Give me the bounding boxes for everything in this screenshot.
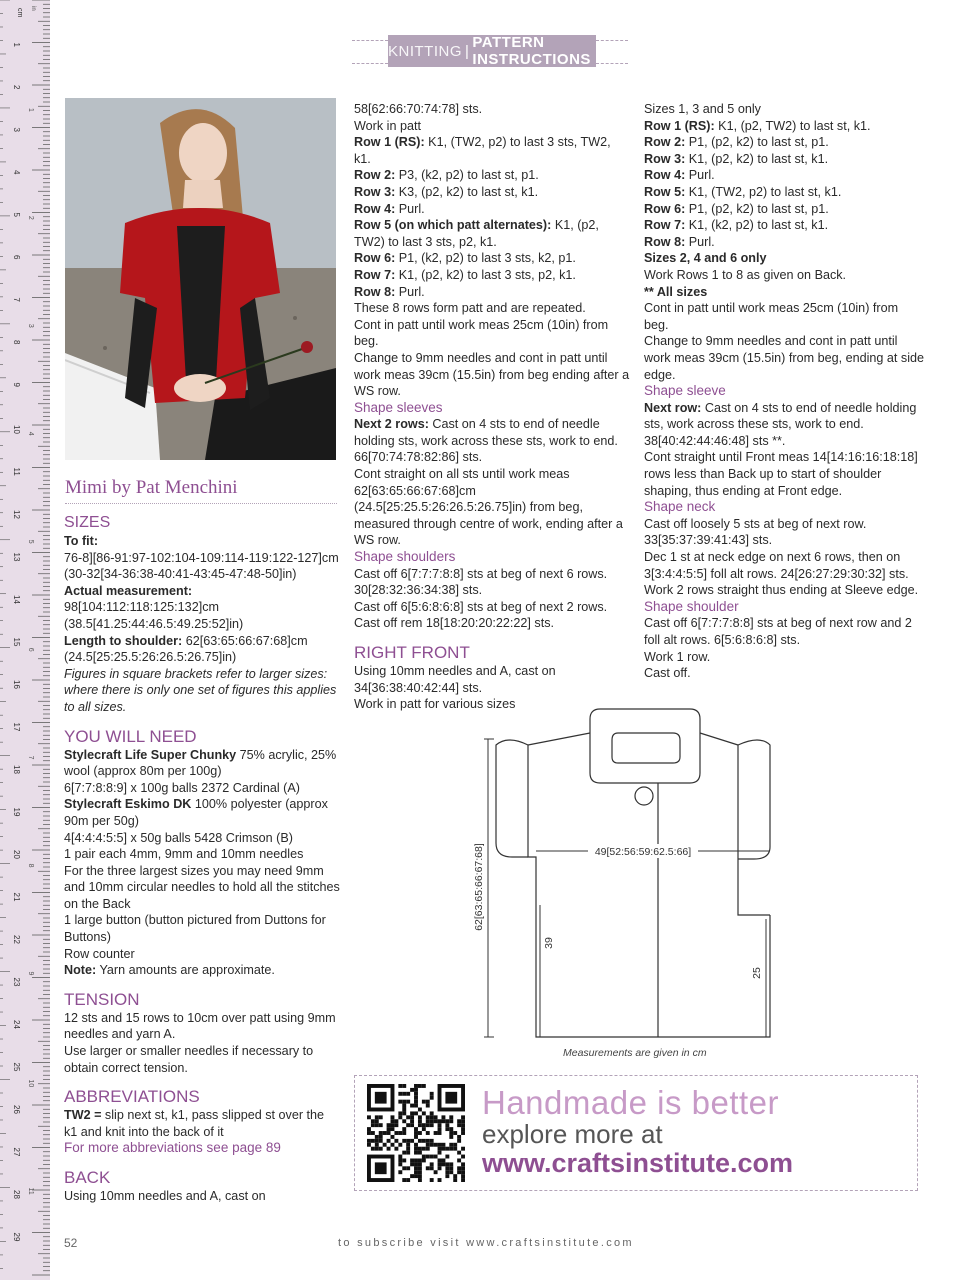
ruler-cm-label: 6 <box>12 255 21 260</box>
ruler-graphic <box>0 0 50 1280</box>
front-row-1: Row 1 (RS): K1, (p2, TW2) to last st, k1. <box>644 118 871 133</box>
castoff-1: Cast off 6[7:7:7:8:8] sts at beg of next 6 rows. 30[28:32:36:34:38] sts. <box>354 566 608 598</box>
ruler-cm-unit: cm <box>16 8 23 18</box>
back-row-2: Row 2: P3, (k2, p2) to last st, p1. <box>354 168 539 183</box>
side-measurement: 25 <box>751 967 763 979</box>
middle-column <box>354 101 630 713</box>
promo-tagline: Handmade is better <box>482 1084 779 1121</box>
left-shoulder-line <box>528 733 590 745</box>
castoff-3: Cast off rem 18[18:20:20:22:22] sts. <box>354 616 554 631</box>
figures-note: Figures in square brackets refer to larger sizes: where there is only one set of figures this applies to all sizes. <box>64 666 337 714</box>
back-row-3: Row 3: K3, (p2, k2) to last st, k1. <box>354 184 539 199</box>
tension-2: Use larger or smaller needles if necessary to obtain correct tension. <box>64 1044 314 1075</box>
ruler-in-label: 1 <box>27 107 34 112</box>
front-row-5: Row 5: K1, (TW2, p2) to last st, k1. <box>644 184 842 199</box>
model-illustration <box>65 98 336 460</box>
sizes-135-heading: Sizes 1, 3 and 5 only <box>644 102 761 116</box>
neck-3: Work 2 rows straight thus ending at Sleeve edge. <box>644 583 919 598</box>
right-sleeve-outline <box>738 740 770 859</box>
promo-website-link[interactable]: www.craftsinstitute.com <box>482 1148 794 1178</box>
collar-outline <box>590 709 700 783</box>
you-will-need-heading: YOU WILL NEED <box>64 726 197 746</box>
ruler-cm-label: 29 <box>12 1232 21 1242</box>
shape-shoulders-heading: Shape shoulders <box>354 549 456 565</box>
ruler-cm-label: 24 <box>12 1020 21 1029</box>
shape-shoulder-heading: Shape shoulder <box>644 598 739 614</box>
ruler-cm-label: 28 <box>12 1190 21 1199</box>
work-rows: Work Rows 1 to 8 as given on Back. <box>644 267 847 282</box>
front-row-6: Row 6: P1, (p2, k2) to last st, p1. <box>644 201 829 216</box>
promo-banner[interactable] <box>354 1075 918 1191</box>
left-column <box>64 513 340 1205</box>
back-row-5: Row 5 (on which patt alternates): K1, (p2, TW2) to last 3 sts, p2, k1. <box>354 218 599 249</box>
front-row-3: Row 3: K1, (p2, k2) to last st, k1. <box>644 151 829 166</box>
yarn-1-quantity: 6[7:7:8:8:9] x 100g balls 2372 Cardinal (A) <box>64 780 300 795</box>
ruler-cm-label: 17 <box>12 722 21 732</box>
right-shoulder-line <box>700 733 738 745</box>
ruler-cm-label: 3 <box>12 127 21 132</box>
back-heading: BACK <box>64 1168 111 1187</box>
button-icon <box>635 787 653 805</box>
more-abbreviations-link[interactable]: For more abbreviations see page 89 <box>64 1140 281 1156</box>
back-1: Using 10mm needles and A, cast on <box>64 1189 266 1203</box>
diagram-caption: Measurements are given in cm <box>563 1047 707 1059</box>
pattern-title: Mimi by Pat Menchini <box>65 477 337 504</box>
ruler-in-label: 11 <box>27 1187 34 1195</box>
ruler-in-label: 6 <box>27 647 34 652</box>
header-dash-right-bottom <box>596 63 628 65</box>
ruler-cm-label: 21 <box>12 892 21 902</box>
right-front-heading: RIGHT FRONT <box>354 643 470 662</box>
ruler-in-unit: in <box>30 6 36 11</box>
abbreviations-heading: ABBREVIATIONS <box>64 1087 200 1107</box>
front-straight: Cont straight until Front meas 14[14:16:16:18:18] rows less than Back up to start of shoulder shaping, thus ending at Front edge. <box>644 450 918 498</box>
to-fit-label: To fit: <box>64 534 99 548</box>
front-change: Change to 9mm needles and cont in patt until work meas 39cm (15.5in) from beg, ending at side edge. <box>644 334 924 382</box>
ruler-in-label: 4 <box>27 431 34 436</box>
ruler-cm-label: 8 <box>12 340 21 345</box>
front-cont: Cont in patt until work meas 25cm (10in) from beg. <box>644 301 899 332</box>
right-column <box>644 101 924 682</box>
back-stitch-count: 58[62:66:70:74:78] sts. <box>354 102 483 116</box>
front-row-7: Row 7: K1, (k2, p2) to last st, k1. <box>644 218 829 233</box>
header-dash-left <box>352 40 388 42</box>
repeat-note: These 8 rows form patt and are repeated. <box>354 301 586 316</box>
ruler-in-label: 2 <box>27 215 34 220</box>
back-row-6: Row 6: P1, (k2, p2) to last 3 sts, k2, p1. <box>354 251 576 266</box>
yarn-1: Stylecraft Life Super Chunky 75% acrylic, 25% wool (approx 80m per 100g) <box>64 747 337 779</box>
back-row-4: Row 4: Purl. <box>354 201 425 216</box>
ruler-cm-label: 9 <box>12 382 21 387</box>
neck-1: Cast off loosely 5 sts at beg of next row. 33[35:37:39:41:43] sts. <box>644 516 867 548</box>
ruler-cm-label: 22 <box>12 935 21 944</box>
header-dash-left-bottom <box>352 63 388 65</box>
schematic-drawing <box>468 705 798 1045</box>
section-header: KNITTING | PATTERN INSTRUCTIONS <box>388 35 596 67</box>
model-photo <box>65 98 336 460</box>
row-counter: Row counter <box>64 946 135 961</box>
armhole-measurement: 39 <box>543 937 555 949</box>
yarn-note: Note: Yarn amounts are approximate. <box>64 963 275 978</box>
header-dash-right <box>596 40 628 42</box>
ruler-cm-label: 15 <box>12 637 21 647</box>
ruler-cm-label: 20 <box>12 850 21 859</box>
ruler-in-label: 5 <box>27 539 34 544</box>
back-change: Change to 9mm needles and cont in patt until work meas 39cm (15.5in) from beg ending after a WS row. <box>354 350 630 399</box>
ruler-cm-label: 25 <box>12 1062 21 1072</box>
shape-sleeve-heading: Shape sleeve <box>644 383 726 399</box>
actual-measurement: Actual measurement: 98[104:112:118:125:132]cm (38.5[41.25:44:46.5:49.25:52]in) <box>64 583 244 631</box>
ruler-cm-label: 2 <box>12 85 21 90</box>
shoulder-1: Cast off 6[7:7:7:8:8] sts at beg of next row and 2 foll alt rows. 6[5:6:8:6:8] sts. <box>644 616 912 647</box>
shoulder-3: Cast off. <box>644 666 691 681</box>
yarn-2-quantity: 4[4:4:4:5:5] x 50g balls 5428 Crimson (B) <box>64 830 293 845</box>
front-row-8: Row 8: Purl. <box>644 234 715 249</box>
work-in-patt: Work in patt <box>354 118 421 133</box>
right-front-2: Work in patt for various sizes <box>354 697 516 712</box>
shoulder-2: Work 1 row. <box>644 649 711 664</box>
ruler-in-label: 9 <box>27 971 34 976</box>
ruler-cm-label: 13 <box>12 552 21 562</box>
side-slit-line <box>738 745 770 915</box>
qr-code-icon[interactable] <box>367 1084 465 1182</box>
back-row-7: Row 7: K1, (p2, k2) to last 3 sts, p2, k1. <box>354 267 576 282</box>
circular-needles: For the three largest sizes you may need 9mm and 10mm circular needles to hold all the stitches on the Back <box>64 863 340 911</box>
sizes-heading: SIZES <box>64 514 111 531</box>
length-measurement: 62[63:65:66:67:68] <box>473 843 485 931</box>
all-sizes: ** All sizes <box>644 284 708 299</box>
sizes-246-heading: Sizes 2, 4 and 6 only <box>644 251 767 266</box>
ruler-cm-label: 23 <box>12 977 21 987</box>
section-label: KNITTING <box>388 42 462 60</box>
garment-schematic <box>468 705 798 1050</box>
ruler-in-label: 8 <box>27 863 34 868</box>
ruler-cm-label: 18 <box>12 765 21 774</box>
neck-opening <box>612 733 680 763</box>
ruler-cm-label: 10 <box>12 425 21 434</box>
length-to-shoulder: Length to shoulder: 62[63:65:66:67:68]cm (24.5[25:25.5:26:26.5:26.75]in) <box>64 633 308 665</box>
button-note: 1 large button (button pictured from Duttons for Buttons) <box>64 913 326 945</box>
yarn-2: Stylecraft Eskimo DK 100% polyester (approx 90m per 50g) <box>64 797 328 828</box>
ruler-cm-label: 1 <box>12 42 21 47</box>
front-row-4: Row 4: Purl. <box>644 168 715 183</box>
back-cont: Cont in patt until work meas 25cm (10in) from beg. <box>354 317 609 349</box>
ruler-in-label: 3 <box>27 323 34 328</box>
next-2-rows: Next 2 rows: Cast on 4 sts to end of needle holding sts, work across these sts, work to end. 66[70:74:78:82:86] sts. <box>354 417 618 465</box>
next-row: Next row: Cast on 4 sts to end of needle holding sts, work across these sts, work to end. 38[40:42:44:46:48] sts **. <box>644 400 917 448</box>
right-front-1: Using 10mm needles and A, cast on 34[36:38:40:42:44] sts. <box>354 664 556 695</box>
ruler-cm-label: 5 <box>12 212 21 217</box>
footer-subscribe: to subscribe visit www.craftsinstitute.com <box>338 1237 634 1249</box>
back-row-1: Row 1 (RS): K1, (TW2, p2) to last 3 sts, TW2, k1. <box>354 135 611 166</box>
shape-sleeves-heading: Shape sleeves <box>354 399 443 415</box>
section-title: PATTERN INSTRUCTIONS <box>472 34 591 68</box>
width-measurement: 49[52:56:59:62.5:66] <box>594 846 692 858</box>
back-row-8: Row 8: Purl. <box>354 284 425 299</box>
shape-neck-heading: Shape neck <box>644 499 716 515</box>
to-fit-value: 76-8][86-91:97-102:104-109:114-119:122-127]cm (30-32[34-36:38-40:41-43:45-47:48-50]in) <box>64 550 339 582</box>
tension-1: 12 sts and 15 rows to 10cm over patt using 9mm needles and yarn A. <box>64 1010 336 1042</box>
ruler-cm-label: 14 <box>12 595 21 604</box>
neck-2: Dec 1 st at neck edge on next 6 rows, then on 3[3:4:4:5:5] foll alt rows. 24[26:27:29:30:32] sts. <box>644 550 909 581</box>
ruler-cm-label: 7 <box>12 297 21 302</box>
ruler-in-label: 10 <box>27 1079 34 1088</box>
ruler-cm-label: 4 <box>12 170 21 175</box>
ruler-in-label: 7 <box>27 755 34 760</box>
front-row-2: Row 2: P1, (p2, k2) to last st, p1. <box>644 135 829 150</box>
page-number: 52 <box>64 1236 78 1250</box>
needles: 1 pair each 4mm, 9mm and 10mm needles <box>64 847 304 862</box>
ruler-cm-label: 12 <box>12 510 21 519</box>
ruler-cm-label: 16 <box>12 680 21 689</box>
ruler <box>0 0 50 1280</box>
promo-subline: explore more at <box>482 1119 663 1149</box>
ruler-cm-label: 27 <box>12 1147 21 1157</box>
ruler-cm-label: 19 <box>12 807 21 817</box>
abbreviation-tw2: TW2 = slip next st, k1, pass slipped st over the k1 and knit into the back of it <box>64 1108 325 1139</box>
ruler-cm-label: 11 <box>12 467 21 476</box>
left-sleeve-outline <box>496 740 528 857</box>
castoff-2: Cast off 6[5:6:8:6:8] sts at beg of next 2 rows. <box>354 599 608 614</box>
ruler-cm-label: 26 <box>12 1105 21 1114</box>
tension-heading: TENSION <box>64 989 140 1009</box>
back-straight: Cont straight on all sts until work meas 62[63:65:66:67:68]cm (24.5[25:25.5:26:26.5:26.75]in) from beg, measured through centre of work, ending after a WS row. <box>354 467 623 548</box>
